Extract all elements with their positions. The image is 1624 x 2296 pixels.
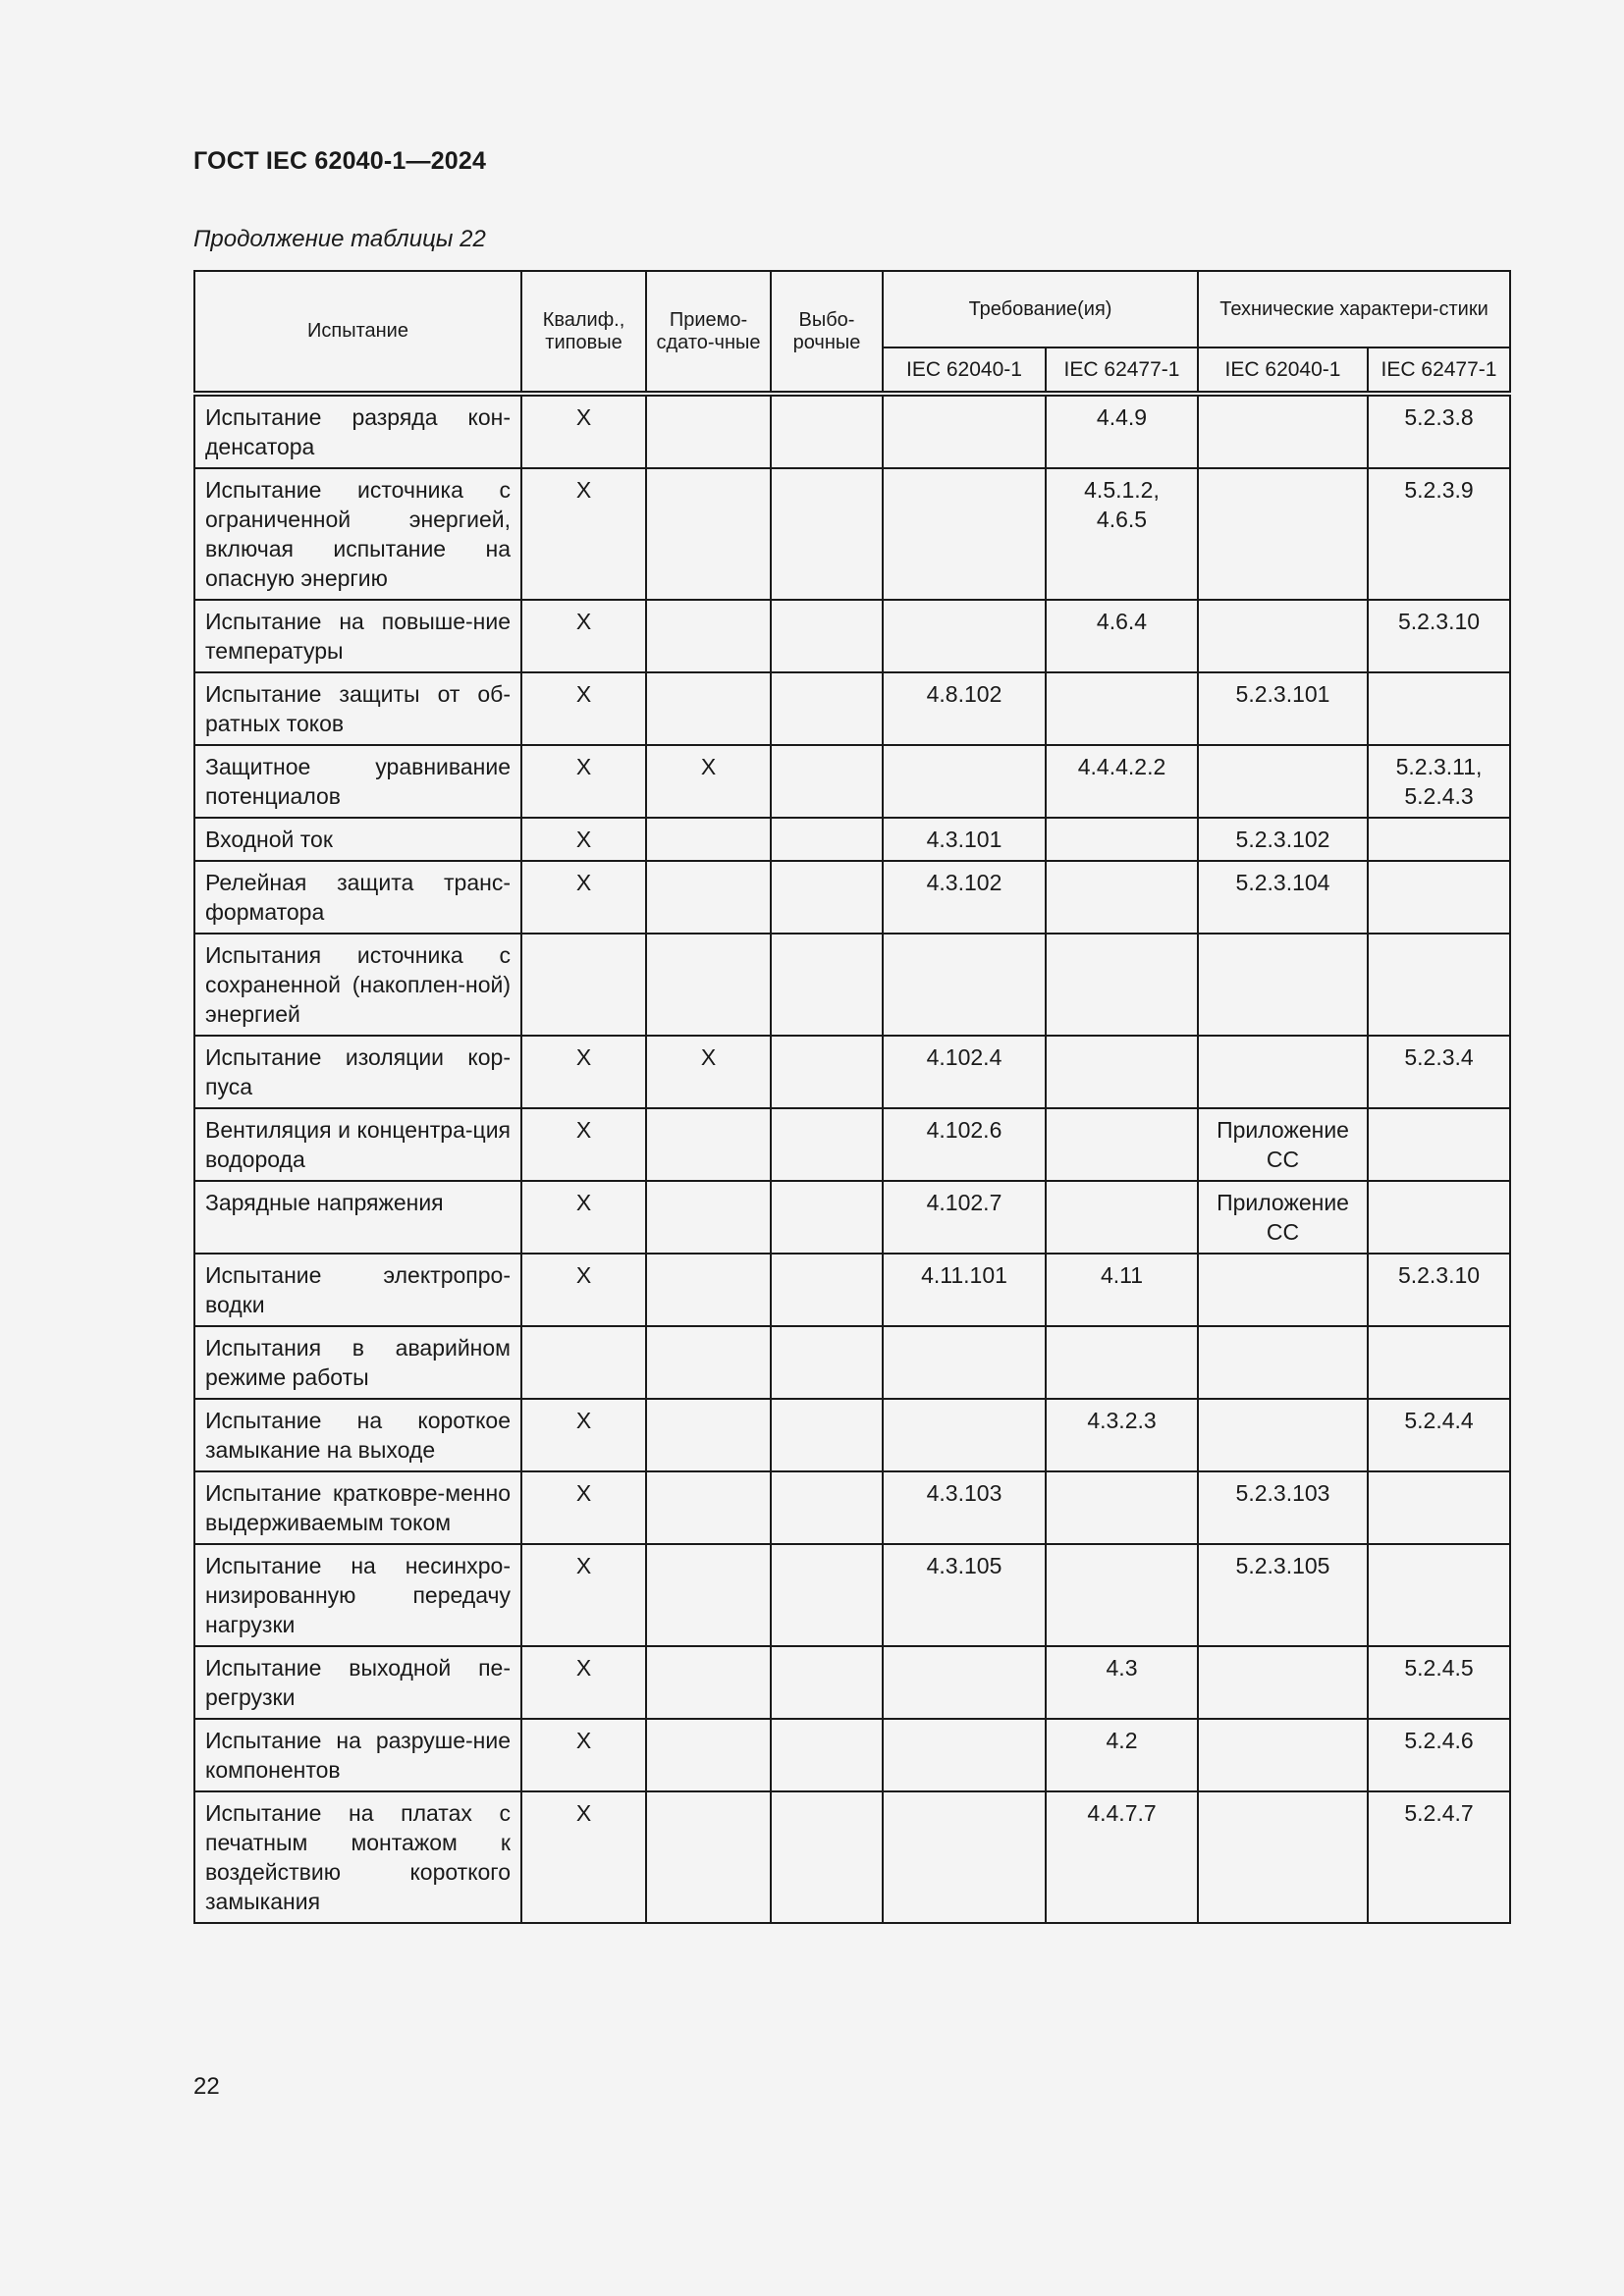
table-row xyxy=(194,818,1510,861)
test-name-cell: Испытание на разруше-ние компонентов xyxy=(194,1719,521,1791)
sample-cell xyxy=(771,1719,883,1791)
sample-cell xyxy=(771,1181,883,1254)
qualification-cell: X xyxy=(521,1791,646,1923)
acceptance-cell xyxy=(646,600,771,672)
spec-iec62040-cell xyxy=(1198,1399,1368,1471)
acceptance-cell xyxy=(646,934,771,1036)
acceptance-cell xyxy=(646,394,771,468)
spec-iec62040-cell: 5.2.3.101 xyxy=(1198,672,1368,745)
spec-iec62477-cell: 5.2.4.4 xyxy=(1368,1399,1510,1471)
table-row xyxy=(194,861,1510,934)
sample-cell xyxy=(771,861,883,934)
table-row xyxy=(194,1791,1510,1923)
spec-iec62040-cell: 5.2.3.102 xyxy=(1198,818,1368,861)
sample-cell xyxy=(771,1791,883,1923)
tests-table xyxy=(193,270,1511,1924)
sample-cell xyxy=(771,1326,883,1399)
acceptance-cell xyxy=(646,818,771,861)
req-iec62040-cell: 4.3.105 xyxy=(883,1544,1046,1646)
qualification-cell: X xyxy=(521,745,646,818)
table-row xyxy=(194,1719,1510,1791)
req-iec62477-cell xyxy=(1046,1036,1198,1108)
test-name-cell: Защитное уравнивание потенциалов xyxy=(194,745,521,818)
table-row xyxy=(194,672,1510,745)
test-name-cell: Испытание электропро-водки xyxy=(194,1254,521,1326)
req-iec62477-cell: 4.4.9 xyxy=(1046,394,1198,468)
spec-iec62040-cell: Приложение CC xyxy=(1198,1181,1368,1254)
req-iec62040-cell xyxy=(883,1399,1046,1471)
qualification-cell xyxy=(521,1326,646,1399)
sample-cell xyxy=(771,745,883,818)
spec-iec62477-cell: 5.2.3.10 xyxy=(1368,600,1510,672)
req-iec62040-cell xyxy=(883,600,1046,672)
table-row xyxy=(194,394,1510,468)
req-iec62040-cell: 4.3.101 xyxy=(883,818,1046,861)
sample-cell xyxy=(771,818,883,861)
spec-iec62477-cell: 5.2.3.4 xyxy=(1368,1036,1510,1108)
spec-iec62040-cell xyxy=(1198,600,1368,672)
test-name-cell: Испытание на повыше-ние температуры xyxy=(194,600,521,672)
table-body xyxy=(194,394,1510,1923)
qualification-cell: X xyxy=(521,1036,646,1108)
test-name-cell: Испытание на платах с печатным монтажом к воздействию короткого замыкания xyxy=(194,1791,521,1923)
col-header-req-iec62040: IEC 62040-1 xyxy=(883,347,1046,394)
acceptance-cell xyxy=(646,1399,771,1471)
acceptance-cell xyxy=(646,1181,771,1254)
table-caption: Продолжение таблицы 22 xyxy=(193,226,486,252)
qualification-cell: X xyxy=(521,1399,646,1471)
acceptance-cell xyxy=(646,1471,771,1544)
table-row xyxy=(194,1326,1510,1399)
req-iec62040-cell: 4.102.7 xyxy=(883,1181,1046,1254)
spec-iec62477-cell: 5.2.4.5 xyxy=(1368,1646,1510,1719)
acceptance-cell xyxy=(646,1791,771,1923)
test-name-cell: Испытание на несинхро-низированную передачу нагрузки xyxy=(194,1544,521,1646)
qualification-cell: X xyxy=(521,1254,646,1326)
spec-iec62477-cell xyxy=(1368,861,1510,934)
test-name-cell: Релейная защита транс-форматора xyxy=(194,861,521,934)
qualification-cell: X xyxy=(521,600,646,672)
test-name-cell: Испытание защиты от об-ратных токов xyxy=(194,672,521,745)
col-header-acceptance: Приемо-сдато-чные xyxy=(646,271,771,394)
table-row xyxy=(194,1108,1510,1181)
spec-iec62477-cell xyxy=(1368,1544,1510,1646)
spec-iec62477-cell: 5.2.4.7 xyxy=(1368,1791,1510,1923)
req-iec62477-cell: 4.6.4 xyxy=(1046,600,1198,672)
test-name-cell: Испытание выходной пе-регрузки xyxy=(194,1646,521,1719)
req-iec62477-cell xyxy=(1046,818,1198,861)
qualification-cell: X xyxy=(521,672,646,745)
acceptance-cell xyxy=(646,861,771,934)
req-iec62477-cell: 4.4.7.7 xyxy=(1046,1791,1198,1923)
spec-iec62477-cell: 5.2.4.6 xyxy=(1368,1719,1510,1791)
table-row xyxy=(194,745,1510,818)
req-iec62477-cell xyxy=(1046,861,1198,934)
spec-iec62040-cell: 5.2.3.104 xyxy=(1198,861,1368,934)
qualification-cell: X xyxy=(521,1646,646,1719)
req-iec62040-cell xyxy=(883,1326,1046,1399)
req-iec62040-cell: 4.3.103 xyxy=(883,1471,1046,1544)
sample-cell xyxy=(771,1544,883,1646)
qualification-cell: X xyxy=(521,1181,646,1254)
req-iec62040-cell: 4.102.6 xyxy=(883,1108,1046,1181)
spec-iec62040-cell xyxy=(1198,1791,1368,1923)
qualification-cell: X xyxy=(521,818,646,861)
req-iec62477-cell: 4.5.1.2, 4.6.5 xyxy=(1046,468,1198,600)
table-row xyxy=(194,1646,1510,1719)
req-iec62040-cell xyxy=(883,394,1046,468)
spec-iec62040-cell xyxy=(1198,1036,1368,1108)
table-row xyxy=(194,1399,1510,1471)
acceptance-cell xyxy=(646,1719,771,1791)
col-header-test: Испытание xyxy=(194,271,521,394)
spec-iec62477-cell: 5.2.3.10 xyxy=(1368,1254,1510,1326)
req-iec62477-cell xyxy=(1046,1181,1198,1254)
spec-iec62477-cell xyxy=(1368,1471,1510,1544)
spec-iec62040-cell xyxy=(1198,1646,1368,1719)
sample-cell xyxy=(771,1399,883,1471)
test-name-cell: Испытания источника с сохраненной (накоплен-ной) энергией xyxy=(194,934,521,1036)
req-iec62477-cell: 4.11 xyxy=(1046,1254,1198,1326)
req-iec62040-cell: 4.11.101 xyxy=(883,1254,1046,1326)
req-iec62040-cell xyxy=(883,468,1046,600)
req-iec62477-cell xyxy=(1046,1471,1198,1544)
page-number: 22 xyxy=(193,2073,220,2100)
spec-iec62477-cell xyxy=(1368,818,1510,861)
sample-cell xyxy=(771,672,883,745)
qualification-cell: X xyxy=(521,1544,646,1646)
req-iec62477-cell: 4.3 xyxy=(1046,1646,1198,1719)
col-header-sample: Выбо-рочные xyxy=(771,271,883,394)
table-row xyxy=(194,1036,1510,1108)
spec-iec62040-cell xyxy=(1198,745,1368,818)
req-iec62477-cell: 4.4.4.2.2 xyxy=(1046,745,1198,818)
req-iec62040-cell xyxy=(883,745,1046,818)
req-iec62040-cell: 4.102.4 xyxy=(883,1036,1046,1108)
test-name-cell: Испытание кратковре-менно выдерживаемым током xyxy=(194,1471,521,1544)
test-name-cell: Испытание разряда кон-денсатора xyxy=(194,394,521,468)
req-iec62040-cell xyxy=(883,1646,1046,1719)
req-iec62040-cell xyxy=(883,1791,1046,1923)
req-iec62477-cell: 4.2 xyxy=(1046,1719,1198,1791)
req-iec62040-cell: 4.3.102 xyxy=(883,861,1046,934)
col-header-req-iec62477: IEC 62477-1 xyxy=(1046,347,1198,394)
spec-iec62040-cell: Приложение CC xyxy=(1198,1108,1368,1181)
qualification-cell: X xyxy=(521,1108,646,1181)
sample-cell xyxy=(771,600,883,672)
spec-iec62477-cell: 5.2.3.8 xyxy=(1368,394,1510,468)
qualification-cell xyxy=(521,934,646,1036)
test-name-cell: Зарядные напряжения xyxy=(194,1181,521,1254)
test-name-cell: Вентиляция и концентра-ция водорода xyxy=(194,1108,521,1181)
table-row xyxy=(194,1544,1510,1646)
test-name-cell: Испытание на короткое замыкание на выходе xyxy=(194,1399,521,1471)
acceptance-cell xyxy=(646,672,771,745)
spec-iec62040-cell xyxy=(1198,1326,1368,1399)
req-iec62040-cell xyxy=(883,934,1046,1036)
test-name-cell: Испытание изоляции кор-пуса xyxy=(194,1036,521,1108)
spec-iec62477-cell xyxy=(1368,1181,1510,1254)
acceptance-cell: X xyxy=(646,1036,771,1108)
sample-cell xyxy=(771,934,883,1036)
req-iec62477-cell xyxy=(1046,1108,1198,1181)
req-iec62477-cell xyxy=(1046,1544,1198,1646)
acceptance-cell: X xyxy=(646,745,771,818)
spec-iec62040-cell xyxy=(1198,468,1368,600)
col-header-qualification: Квалиф., типовые xyxy=(521,271,646,394)
req-iec62477-cell xyxy=(1046,934,1198,1036)
qualification-cell: X xyxy=(521,394,646,468)
col-header-requirements: Требование(ия) xyxy=(883,271,1198,347)
spec-iec62040-cell xyxy=(1198,934,1368,1036)
acceptance-cell xyxy=(646,1326,771,1399)
sample-cell xyxy=(771,468,883,600)
test-name-cell: Испытание источника с ограниченной энергией, включая испытание на опасную энергию xyxy=(194,468,521,600)
acceptance-cell xyxy=(646,1544,771,1646)
table-row xyxy=(194,600,1510,672)
acceptance-cell xyxy=(646,468,771,600)
table-row xyxy=(194,1471,1510,1544)
spec-iec62040-cell: 5.2.3.103 xyxy=(1198,1471,1368,1544)
req-iec62040-cell: 4.8.102 xyxy=(883,672,1046,745)
spec-iec62040-cell xyxy=(1198,394,1368,468)
table-row xyxy=(194,1254,1510,1326)
spec-iec62477-cell xyxy=(1368,934,1510,1036)
req-iec62477-cell: 4.3.2.3 xyxy=(1046,1399,1198,1471)
spec-iec62040-cell xyxy=(1198,1719,1368,1791)
sample-cell xyxy=(771,394,883,468)
table-row xyxy=(194,934,1510,1036)
spec-iec62477-cell xyxy=(1368,672,1510,745)
spec-iec62477-cell xyxy=(1368,1108,1510,1181)
sample-cell xyxy=(771,1036,883,1108)
req-iec62040-cell xyxy=(883,1719,1046,1791)
qualification-cell: X xyxy=(521,468,646,600)
acceptance-cell xyxy=(646,1254,771,1326)
sample-cell xyxy=(771,1646,883,1719)
req-iec62477-cell xyxy=(1046,672,1198,745)
col-header-spec-iec62040: IEC 62040-1 xyxy=(1198,347,1368,394)
spec-iec62040-cell xyxy=(1198,1254,1368,1326)
sample-cell xyxy=(771,1108,883,1181)
spec-iec62040-cell: 5.2.3.105 xyxy=(1198,1544,1368,1646)
col-header-specifications: Технические характери-стики xyxy=(1198,271,1510,347)
test-name-cell: Входной ток xyxy=(194,818,521,861)
spec-iec62477-cell xyxy=(1368,1326,1510,1399)
acceptance-cell xyxy=(646,1108,771,1181)
sample-cell xyxy=(771,1254,883,1326)
qualification-cell: X xyxy=(521,1471,646,1544)
col-header-spec-iec62477: IEC 62477-1 xyxy=(1368,347,1510,394)
qualification-cell: X xyxy=(521,1719,646,1791)
sample-cell xyxy=(771,1471,883,1544)
test-name-cell: Испытания в аварийном режиме работы xyxy=(194,1326,521,1399)
acceptance-cell xyxy=(646,1646,771,1719)
req-iec62477-cell xyxy=(1046,1326,1198,1399)
qualification-cell: X xyxy=(521,861,646,934)
spec-iec62477-cell: 5.2.3.9 xyxy=(1368,468,1510,600)
spec-iec62477-cell: 5.2.3.11, 5.2.4.3 xyxy=(1368,745,1510,818)
table-row xyxy=(194,468,1510,600)
document-header: ГОСТ IEC 62040-1—2024 xyxy=(193,147,487,175)
table-row xyxy=(194,1181,1510,1254)
